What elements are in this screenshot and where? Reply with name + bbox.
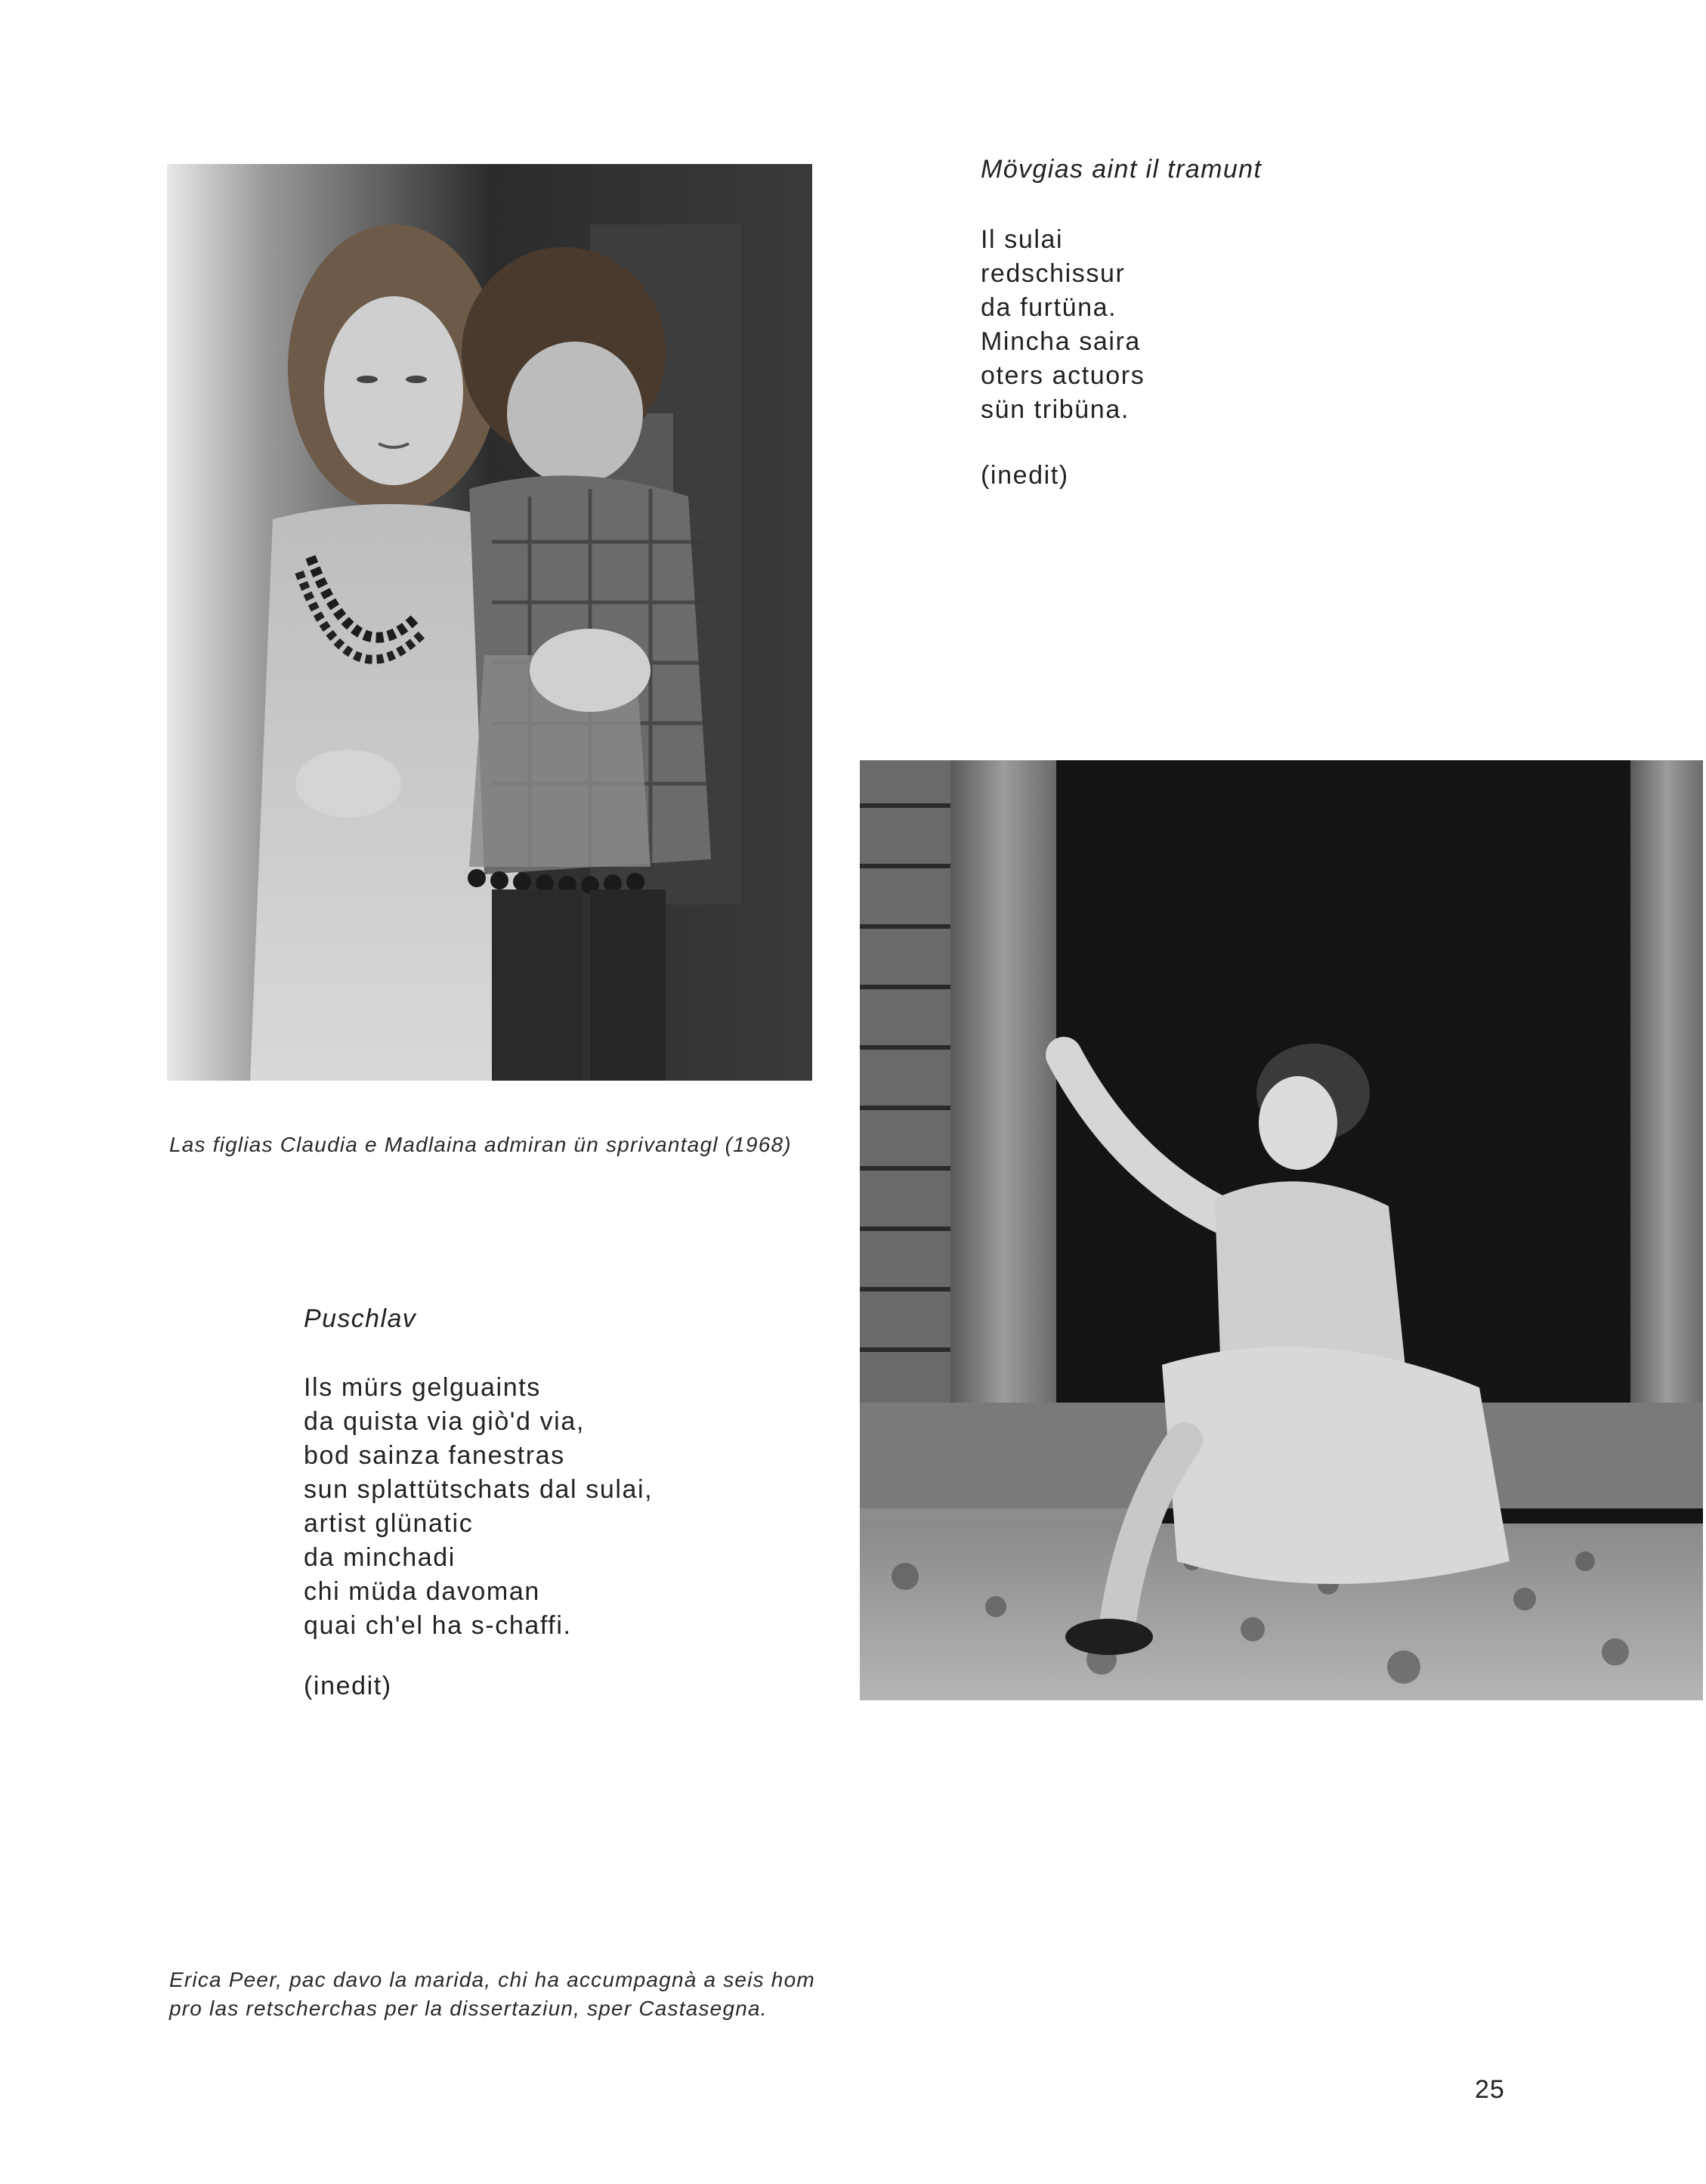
poem-line: Ils mürs gelguaints [304, 1373, 541, 1402]
photo-daughters [167, 164, 812, 1081]
caption-daughters: Las figlias Claudia e Madlaina admiran ün sprivantagl (1968) [169, 1133, 792, 1156]
poem-line: da minchadi [304, 1543, 456, 1572]
poem-line: da quista via giò'd via, [304, 1407, 585, 1436]
poem-body-puschlav [304, 1371, 653, 1643]
photo-erica-peer-image [860, 760, 1703, 1700]
poem-source-puschlav: (inedit) [304, 1672, 392, 1700]
poem-source-movgias: (inedit) [981, 461, 1069, 490]
poem-line: redschissur [981, 259, 1126, 288]
caption-erica-peer: Erica Peer, pac davo la marida, chi ha accumpagnà a seis hom pro las retscherchas per la dissertaziun, sper Castasegna. [169, 1968, 815, 2020]
poem-body-movgias [981, 223, 1145, 427]
poem-line: chi müda davoman [304, 1577, 540, 1606]
photo-erica-peer [860, 760, 1703, 1700]
poem-title-movgias: Mövgias aint il tramunt [981, 155, 1263, 184]
page-number: 25 [1475, 2075, 1505, 2104]
poem-line: oters actuors [981, 361, 1145, 390]
poem-line: sun splattütschats dal sulai, [304, 1475, 654, 1504]
poem-line: Mincha saira [981, 327, 1141, 356]
poem-line: sün tribüna. [981, 395, 1130, 424]
poem-line: da furtüna. [981, 293, 1117, 322]
poem-line: quai ch'el ha s-chaffi. [304, 1611, 572, 1640]
poem-title-puschlav: Puschlav [304, 1304, 417, 1333]
photo-daughters-image [167, 164, 812, 1081]
poem-line: bod sainza fanestras [304, 1441, 565, 1470]
poem-line: Il sulai [981, 225, 1064, 254]
poem-line: artist glünatic [304, 1509, 474, 1538]
